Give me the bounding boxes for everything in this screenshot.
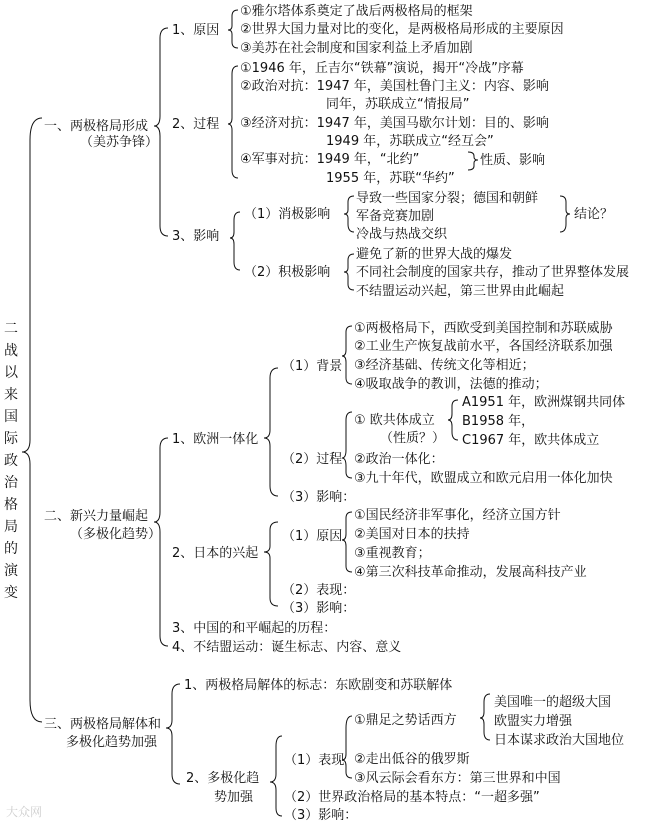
s2-europe-label: 1、欧洲一体化	[172, 432, 259, 447]
s1-reason-item: ③美苏在社会制度和国家利益上矛盾加剧	[240, 41, 473, 56]
s1-process-item: 同年，苏联成立“情报局”	[326, 97, 470, 112]
s2-nonaligned: 4、不结盟运动：诞生标志、内容、意义	[172, 640, 402, 655]
s2-title: 二、新兴力量崛起	[44, 509, 149, 524]
s3-east: ③风云际会看东方：第三世界和中国	[354, 771, 561, 786]
s1-process-item: ③经济对抗：1947 年，美国马歇尔计划：目的、影响	[240, 116, 549, 131]
s2-ec-year: B1958 年，	[462, 414, 535, 429]
s1-negative-item: 军备竞赛加剧	[356, 209, 435, 224]
s1-positive-label: （2）积极影响	[244, 265, 331, 280]
s1-reason-label: 1、原因	[172, 23, 220, 38]
s2-background-item: ③经济基础、传统文化等相近；	[354, 358, 535, 373]
s1-process-item: ②政治对抗：1947 年，美国杜鲁门主义：内容、影响	[240, 79, 549, 94]
s1-title: 一、两极格局形成	[44, 119, 149, 134]
s2-subtitle: （多极化趋势）	[70, 527, 162, 542]
s2-japan-effect: （3）影响：	[282, 601, 356, 616]
s1-process-item: ①1946 年，丘吉尔“铁幕”演说，揭开“冷战”序幕	[240, 61, 524, 76]
s2-japan-show: （2）表现：	[282, 583, 356, 598]
s2-nineties: ③九十年代，欧盟成立和欧元启用一体化加快	[354, 471, 613, 486]
s2-ec-year: C1967 年，欧共体成立	[462, 433, 600, 448]
root-title: 二战以来国际政治格局的演变	[4, 321, 18, 601]
s3-west-item: 美国唯一的超级大国	[494, 695, 612, 710]
s2-ec-note: （性质？）	[380, 431, 446, 446]
s1-negative-item: 冷战与热战交织	[356, 227, 448, 242]
s3-russia: ②走出低谷的俄罗斯	[354, 752, 470, 767]
s2-background-item: ①两极格局下，西欧受到美国控制和苏联威胁	[354, 321, 613, 336]
s1-process-item: ④军事对抗：1949 年，“北约”	[240, 152, 420, 167]
watermark: 大众网	[6, 805, 43, 819]
s3-features: （2）世界政治格局的基本特点：“一超多强”	[284, 790, 540, 805]
s2-japan-reason-item: ①国民经济非军事化，经济立国方针	[354, 508, 561, 523]
s3-title-line2: 多极化趋势加强	[66, 735, 158, 750]
s3-west-item: 欧盟实力增强	[494, 714, 573, 729]
s2-political-integration: ②政治一体化：	[354, 452, 444, 467]
s2-background-item: ②工业生产恢复战前水平，各国经济联系加强	[354, 339, 613, 354]
s1-military-note: 性质、影响	[480, 153, 546, 168]
s3-west-item: 日本谋求政治大国地位	[494, 733, 625, 748]
s1-positive-item: 避免了新的世界大战的爆发	[356, 247, 513, 262]
s2-japan-reason-item: ③重视教育；	[354, 546, 431, 561]
s3-west: ①鼎足之势话西方	[354, 713, 457, 728]
s3-effect: （3）影响：	[284, 808, 358, 823]
s1-subtitle: （美苏争锋）	[80, 135, 159, 150]
s2-ec-founded: ① 欧共体成立	[354, 413, 435, 428]
s3-show-label: （1）表现	[284, 753, 345, 768]
s1-positive-item: 不同社会制度的国家共存，推动了世界整体发展	[356, 265, 630, 280]
s1-positive-item: 不结盟运动兴起，第三世界由此崛起	[356, 284, 565, 299]
s2-japan-reason-item: ②美国对日本的扶持	[354, 527, 470, 542]
s3-title: 三、两极格局解体和	[44, 717, 162, 732]
s2-ec-year: A1951 年，欧洲煤钢共同体	[462, 395, 626, 410]
s1-reason-item: ①雅尔塔体系奠定了战后两极格局的框架	[240, 4, 473, 19]
s2-background-label: （1）背景	[282, 359, 343, 374]
s2-japan-reason-label: （1）原因	[282, 529, 343, 544]
s2-china: 3、中国的和平崛起的历程：	[172, 621, 337, 636]
s2-background-item: ④吸取战争的教训，法德的推动；	[354, 377, 548, 392]
s1-effect-label: 3、影响	[172, 229, 220, 244]
s1-conclusion: 结论？	[574, 207, 614, 222]
s1-process-label: 2、过程	[172, 117, 220, 132]
s3-dissolution: 1、两极格局解体的标志：东欧剧变和苏联解体	[184, 678, 453, 693]
s3-multipolar-label: 2、多极化趋	[186, 771, 260, 786]
s2-process-label: （2）过程	[282, 452, 343, 467]
s1-reason-item: ②世界大国力量对比的变化，是两极格局形成的主要原因	[240, 22, 564, 37]
s3-multipolar-label2: 势加强	[214, 790, 254, 805]
s1-negative-item: 导致一些国家分裂；德国和朝鲜	[356, 191, 539, 206]
s1-process-item: 1955 年，苏联“华约”	[326, 171, 455, 186]
s1-process-item: 1949 年，苏联成立“经互会”	[326, 134, 494, 149]
s2-europe-effect: （3）影响：	[282, 490, 356, 505]
s2-japan-reason-item: ④第三次科技革命推动，发展高科技产业	[354, 565, 587, 580]
s2-japan-label: 2、日本的兴起	[172, 546, 259, 561]
s1-negative-label: （1）消极影响	[244, 207, 331, 222]
